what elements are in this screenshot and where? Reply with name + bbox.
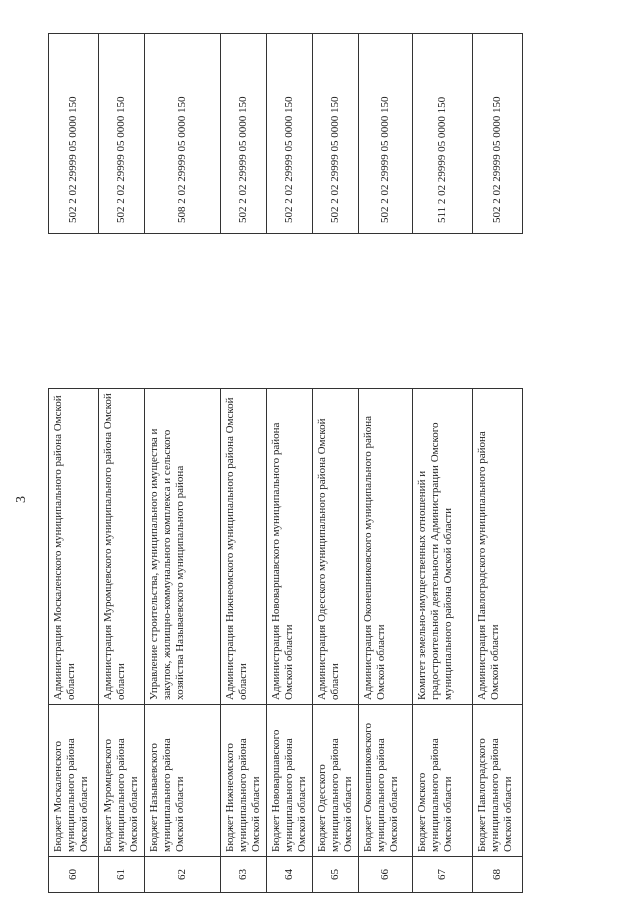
budget-name-cell: Бюджет Оконешниковского муниципального района Омской области bbox=[358, 705, 412, 857]
gap-cell bbox=[49, 234, 99, 389]
code-cell: 502 2 02 29999 05 0000 150 bbox=[220, 34, 266, 234]
row-number: 60 bbox=[49, 857, 99, 893]
gap-cell bbox=[312, 234, 358, 389]
page-number: 3 bbox=[14, 496, 29, 503]
table-row bbox=[220, 34, 266, 893]
table-row bbox=[266, 34, 312, 893]
budget-table bbox=[48, 33, 523, 893]
row-number: 67 bbox=[412, 857, 472, 893]
administrator-cell: Администрация Павлоградского муниципального района Омской области bbox=[472, 389, 522, 705]
row-number: 64 bbox=[266, 857, 312, 893]
gap-cell bbox=[266, 234, 312, 389]
table-row bbox=[144, 34, 220, 893]
code-cell: 502 2 02 29999 05 0000 150 bbox=[472, 34, 522, 234]
budget-name-cell: Бюджет Одесского муниципального района Омской области bbox=[312, 705, 358, 857]
budget-name-cell: Бюджет Павлоградского муниципального района Омской области bbox=[472, 705, 522, 857]
row-number: 65 bbox=[312, 857, 358, 893]
table-row bbox=[49, 34, 99, 893]
administrator-cell: Администрация Нижнеомского муниципального района Омской области bbox=[220, 389, 266, 705]
code-cell: 502 2 02 29999 05 0000 150 bbox=[49, 34, 99, 234]
administrator-cell: Администрация Оконешниковского муниципального района Омской области bbox=[358, 389, 412, 705]
code-cell: 502 2 02 29999 05 0000 150 bbox=[312, 34, 358, 234]
gap-cell bbox=[412, 234, 472, 389]
budget-name-cell: Бюджет Нововаршавского муниципального района Омской области bbox=[266, 705, 312, 857]
administrator-cell: Администрация Москаленского муниципального района Омской области bbox=[49, 389, 99, 705]
budget-name-cell: Бюджет Называевского муниципального района Омской области bbox=[144, 705, 220, 857]
table-row bbox=[99, 34, 145, 893]
gap-cell bbox=[472, 234, 522, 389]
table-row bbox=[358, 34, 412, 893]
code-cell: 511 2 02 29999 05 0000 150 bbox=[412, 34, 472, 234]
table-row bbox=[472, 34, 522, 893]
row-number: 68 bbox=[472, 857, 522, 893]
gap-cell bbox=[99, 234, 145, 389]
row-number: 63 bbox=[220, 857, 266, 893]
rotated-content bbox=[14, 30, 568, 893]
code-cell: 502 2 02 29999 05 0000 150 bbox=[358, 34, 412, 234]
administrator-cell: Администрация Одесского муниципального района Омской области bbox=[312, 389, 358, 705]
table-row bbox=[412, 34, 472, 893]
gap-cell bbox=[144, 234, 220, 389]
administrator-cell: Администрация Нововаршавского муниципального района Омской области bbox=[266, 389, 312, 705]
gap-cell bbox=[220, 234, 266, 389]
code-cell: 508 2 02 29999 05 0000 150 bbox=[144, 34, 220, 234]
budget-name-cell: Бюджет Муромцевского муниципального района Омской области bbox=[99, 705, 145, 857]
administrator-cell: Управление строительства, муниципального имущества и закупок, жилищно-коммунального комплекса и сельского хозяйства Называевского муниципального района bbox=[144, 389, 220, 705]
row-number: 61 bbox=[99, 857, 145, 893]
table-row bbox=[312, 34, 358, 893]
row-number: 66 bbox=[358, 857, 412, 893]
budget-name-cell: Бюджет Омского муниципального района Омской области bbox=[412, 705, 472, 857]
row-number: 62 bbox=[144, 857, 220, 893]
administrator-cell: Администрация Муромцевского муниципального района Омской области bbox=[99, 389, 145, 705]
code-cell: 502 2 02 29999 05 0000 150 bbox=[266, 34, 312, 234]
gap-cell bbox=[358, 234, 412, 389]
administrator-cell: Комитет земельно-имущественных отношений и градостроительной деятельности Администрации Омского муниципального района Омской области bbox=[412, 389, 472, 705]
code-cell: 502 2 02 29999 05 0000 150 bbox=[99, 34, 145, 234]
budget-name-cell: Бюджет Москаленского муниципального района Омской области bbox=[49, 705, 99, 857]
budget-name-cell: Бюджет Нижнеомского муниципального района Омской области bbox=[220, 705, 266, 857]
